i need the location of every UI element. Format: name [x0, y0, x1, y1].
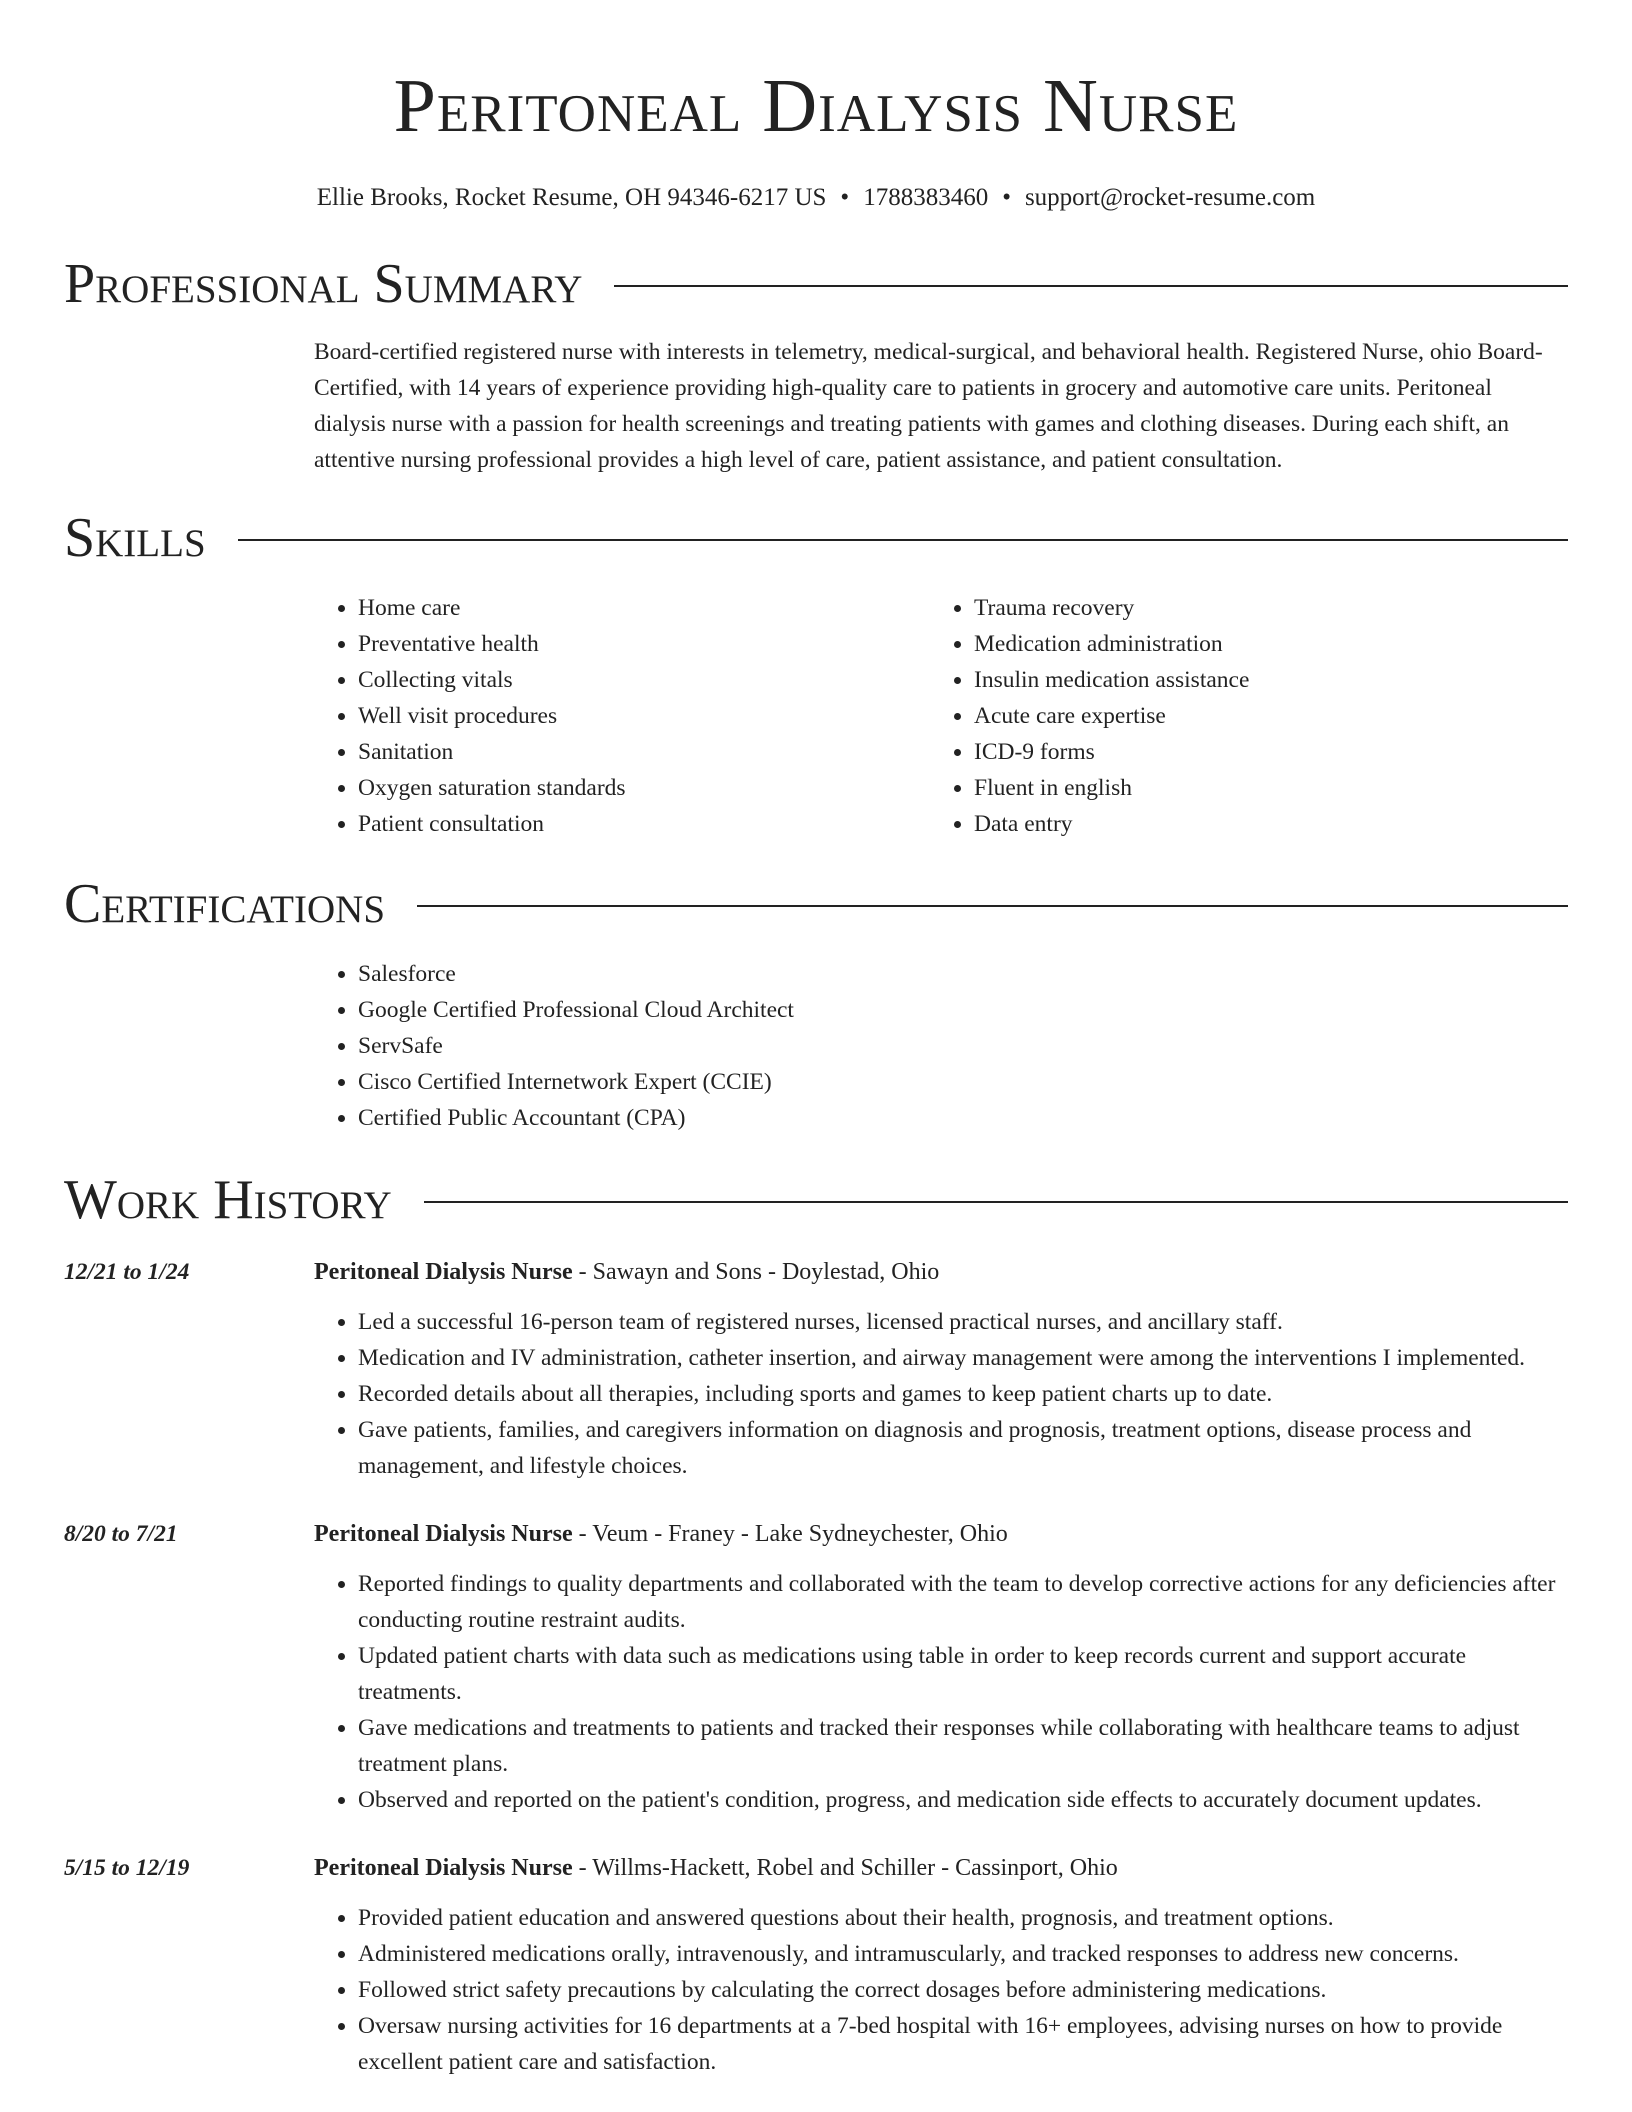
job-title: Peritoneal Dialysis Nurse	[314, 1855, 573, 1881]
job-bullet: • Followed strict safety precautions by calculating the correct dosages before administering medications.	[358, 1972, 1568, 2008]
contact-separator: •	[1002, 184, 1011, 211]
skill-item: • Fluent in english	[974, 770, 1568, 806]
section-divider	[417, 905, 1568, 907]
skills-list-right	[930, 590, 1568, 842]
job-title: Peritoneal Dialysis Nurse	[314, 1259, 573, 1285]
skill-item: • Home care	[358, 590, 930, 626]
contact-separator: •	[840, 184, 850, 211]
job-bullet: • Administered medications orally, intravenously, and intramuscularly, and tracked responses to address new concerns.	[358, 1936, 1568, 1972]
certification-item: • Salesforce	[358, 956, 1568, 992]
certifications-section-header	[64, 872, 1568, 936]
job-dates: 12/21 to 1/24	[64, 1259, 190, 1285]
skills-grid	[314, 590, 1568, 842]
skill-item: • Sanitation	[358, 734, 930, 770]
skill-item: • Medication administration	[974, 626, 1568, 662]
job-heading	[314, 1254, 1568, 1290]
job-employer: - Veum - Franey - Lake Sydneychester, Ohio	[572, 1521, 1008, 1547]
job-heading	[314, 1850, 1568, 1886]
certification-item: • Cisco Certified Internetwork Expert (CCIE)	[358, 1064, 1568, 1100]
section-divider	[238, 539, 1568, 541]
work-history-heading: Work History	[64, 1169, 392, 1231]
summary-section-header	[64, 252, 1568, 316]
skill-item: • Well visit procedures	[358, 698, 930, 734]
job-bullets	[314, 1304, 1568, 1484]
job-dates: 8/20 to 7/21	[64, 1521, 178, 1547]
job-entry	[64, 1254, 1568, 1484]
job-bullet: • Updated patient charts with data such as medications using table in order to keep records current and support accurate treatments.	[358, 1638, 1568, 1710]
job-bullet: • Observed and reported on the patient's condition, progress, and medication side effects to accurately document updates.	[358, 1782, 1568, 1818]
skills-list-left	[314, 590, 930, 842]
contact-email: support@rocket-resume.com	[1024, 184, 1316, 211]
contact-address: Ellie Brooks, Rocket Resume, OH 94346-6217 US	[316, 184, 827, 211]
skill-item: • Data entry	[974, 806, 1568, 842]
skills-heading: Skills	[64, 507, 206, 569]
certifications-list	[314, 956, 1568, 1136]
summary-heading: Professional Summary	[64, 253, 583, 315]
certification-item: • Certified Public Accountant (CPA)	[358, 1100, 1568, 1136]
section-divider	[614, 285, 1568, 287]
job-title: Peritoneal Dialysis Nurse	[314, 1521, 573, 1547]
job-bullet: • Recorded details about all therapies, including sports and games to keep patient charts up to date.	[358, 1376, 1568, 1412]
job-dates: 5/15 to 12/19	[64, 1855, 190, 1881]
skill-item: • Preventative health	[358, 626, 930, 662]
section-divider	[424, 1201, 1568, 1203]
contact-phone: 1788383460	[863, 184, 989, 211]
job-bullet: • Led a successful 16-person team of registered nurses, licensed practical nurses, and ancillary staff.	[358, 1304, 1568, 1340]
job-bullets	[314, 1900, 1568, 2080]
skill-item: • Collecting vitals	[358, 662, 930, 698]
skill-item: • ICD-9 forms	[974, 734, 1568, 770]
job-bullets	[314, 1566, 1568, 1818]
job-bullet: • Provided patient education and answered questions about their health, prognosis, and treatment options.	[358, 1900, 1568, 1936]
skill-item: • Acute care expertise	[974, 698, 1568, 734]
job-employer: - Willms-Hackett, Robel and Schiller - Cassinport, Ohio	[572, 1855, 1118, 1881]
skill-item: • Insulin medication assistance	[974, 662, 1568, 698]
work-history-section-header	[64, 1168, 1568, 1232]
job-bullet: • Gave medications and treatments to patients and tracked their responses while collaborating with healthcare teams to adjust treatment plans.	[358, 1710, 1568, 1782]
summary-text: Board-certified registered nurse with interests in telemetry, medical-surgical, and behavioral health. Registered Nurse, ohio Board-Certified, with 14 years of experience providing high-quality care to patients in grocery and automotive care units. Peritoneal dialysis nurse with a passion for health screenings and treating patients with games and clothing diseases. During each shift, an attentive nursing professional provides a high level of care, patient assistance, and patient consultation.	[314, 339, 1543, 473]
job-employer: - Sawayn and Sons - Doylestad, Ohio	[572, 1259, 940, 1285]
job-bullet: • Oversaw nursing activities for 16 departments at a 7-bed hospital with 16+ employees, advising nurses on how to provide excellent patient care and satisfaction.	[358, 2008, 1568, 2080]
certifications-heading: Certifications	[64, 873, 386, 935]
skill-item: • Patient consultation	[358, 806, 930, 842]
contact-line	[64, 182, 1568, 214]
certification-item: • ServSafe	[358, 1028, 1568, 1064]
skills-section-header	[64, 506, 1568, 570]
resume-title: Peritoneal Dialysis Nurse	[393, 64, 1239, 148]
job-entry	[64, 1516, 1568, 1818]
job-heading	[314, 1516, 1568, 1552]
job-entry	[64, 1850, 1568, 2080]
certification-item: • Google Certified Professional Cloud Architect	[358, 992, 1568, 1028]
job-bullet: • Gave patients, families, and caregivers information on diagnosis and prognosis, treatment options, disease process and management, and lifestyle choices.	[358, 1412, 1568, 1484]
job-bullet: • Reported findings to quality departments and collaborated with the team to develop corrective actions for any deficiencies after conducting routine restraint audits.	[358, 1566, 1568, 1638]
skill-item: • Trauma recovery	[974, 590, 1568, 626]
job-bullet: • Medication and IV administration, catheter insertion, and airway management were among the interventions I implemented.	[358, 1340, 1568, 1376]
skill-item: • Oxygen saturation standards	[358, 770, 930, 806]
